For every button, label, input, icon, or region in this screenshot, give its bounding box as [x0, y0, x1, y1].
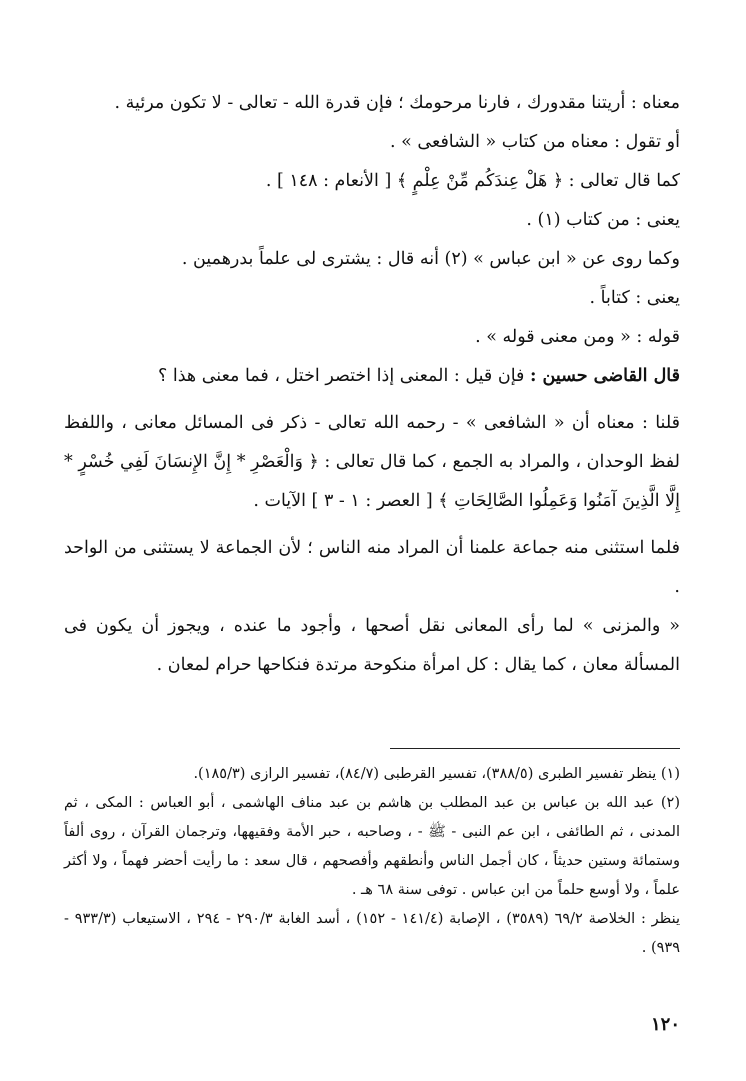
paragraph-7: قوله : « ومن معنى قوله » .: [475, 327, 680, 347]
footnote-2-references: ينظر : الخلاصة ٦٩/٢ (٣٥٨٩) ، الإصابة (١٤١/٤ - ١٥٢) ، أسد الغابة ٢٩٠/٣ - ٢٩٤ ، الاستيعاب (٩٣٣/٣ - ٩٣٩) .: [64, 911, 680, 956]
paragraph-9: قلنا : معناه أن « الشافعى » - رحمه الله تعالى - ذكر فى المسائل معانى ، واللفظ لفظ الوحدان ، والمراد به الجمع ، كما قال تعالى : ﴿ وَالْعَصْرِ * إِنَّ الإِنسَانَ لَفِي خُسْرٍ * إِلَّا الَّذِينَ آمَنُوا وَعَمِلُوا الصَّالِحَاتِ ﴾ [ العصر : ١ - ٣ ] الآيات .: [64, 413, 680, 511]
paragraph-6: يعنى : كتاباً .: [589, 288, 680, 308]
footnotes: [64, 760, 680, 963]
paragraph-8: [64, 357, 680, 396]
paragraph-11: « والمزنى » لما رأى المعانى نقل أصحها ، وأجود ما عنده ، ويجوز أن يكون فى المسألة معان ، كما يقال : كل امرأة منكوحة مرتدة فنكاحها حرام لمعان .: [64, 616, 680, 675]
paragraph-8-text: فإن قيل : المعنى إذا اختصر اختل ، فما معنى هذا ؟: [158, 366, 525, 386]
paragraph-1: معناه : أريتنا مقدورك ، فارنا مرحومك ؛ فإن قدرة الله - تعالى - لا تكون مرئية .: [114, 93, 680, 113]
main-text: [64, 84, 680, 685]
paragraph-3: كما قال تعالى : ﴿ هَلْ عِندَكُم مِّنْ عِلْمٍ ﴾ [ الأنعام : ١٤٨ ] .: [265, 171, 680, 191]
page-number: ١٢٠: [650, 1014, 680, 1035]
footnote-1: (١) ينظر تفسير الطبرى (٣٨٨/٥)، تفسير القرطبى (٨٤/٧)، تفسير الرازى (١٨٥/٣).: [193, 766, 680, 782]
speaker-name: قال القاضى حسين :: [529, 366, 680, 386]
paragraph-5: وكما روى عن « ابن عباس » (٢) أنه قال : يشترى لى علماً بدرهمين .: [181, 249, 680, 269]
paragraph-2: أو تقول : معناه من كتاب « الشافعى » .: [390, 132, 680, 152]
paragraph-10: فلما استثنى منه جماعة علمنا أن المراد منه الناس ؛ لأن الجماعة لا يستثنى من الواحد .: [64, 538, 680, 597]
footnote-divider: [390, 748, 680, 749]
footnote-2: (٢) عبد الله بن عباس بن عبد المطلب بن هاشم بن عبد مناف الهاشمى ، أبو العباس : المكى ، ثم المدنى ، ثم الطائفى ، ابن عم النبى - ﷺ - ، وصاحبه ، حبر الأمة وفقيهها، وترجمان القرآن ، روى ألفاً وستمائة وستين حديثاً ، كان أجمل الناس وأنطقهم وأفصحهم ، قال سعد : ما رأيت أحضر فهماً ، ولا أكثر علماً ، ولا أوسع حلماً من ابن عباس . توفى سنة ٦٨ هـ .: [64, 795, 680, 898]
paragraph-4: يعنى : من كتاب (١) .: [526, 210, 680, 230]
